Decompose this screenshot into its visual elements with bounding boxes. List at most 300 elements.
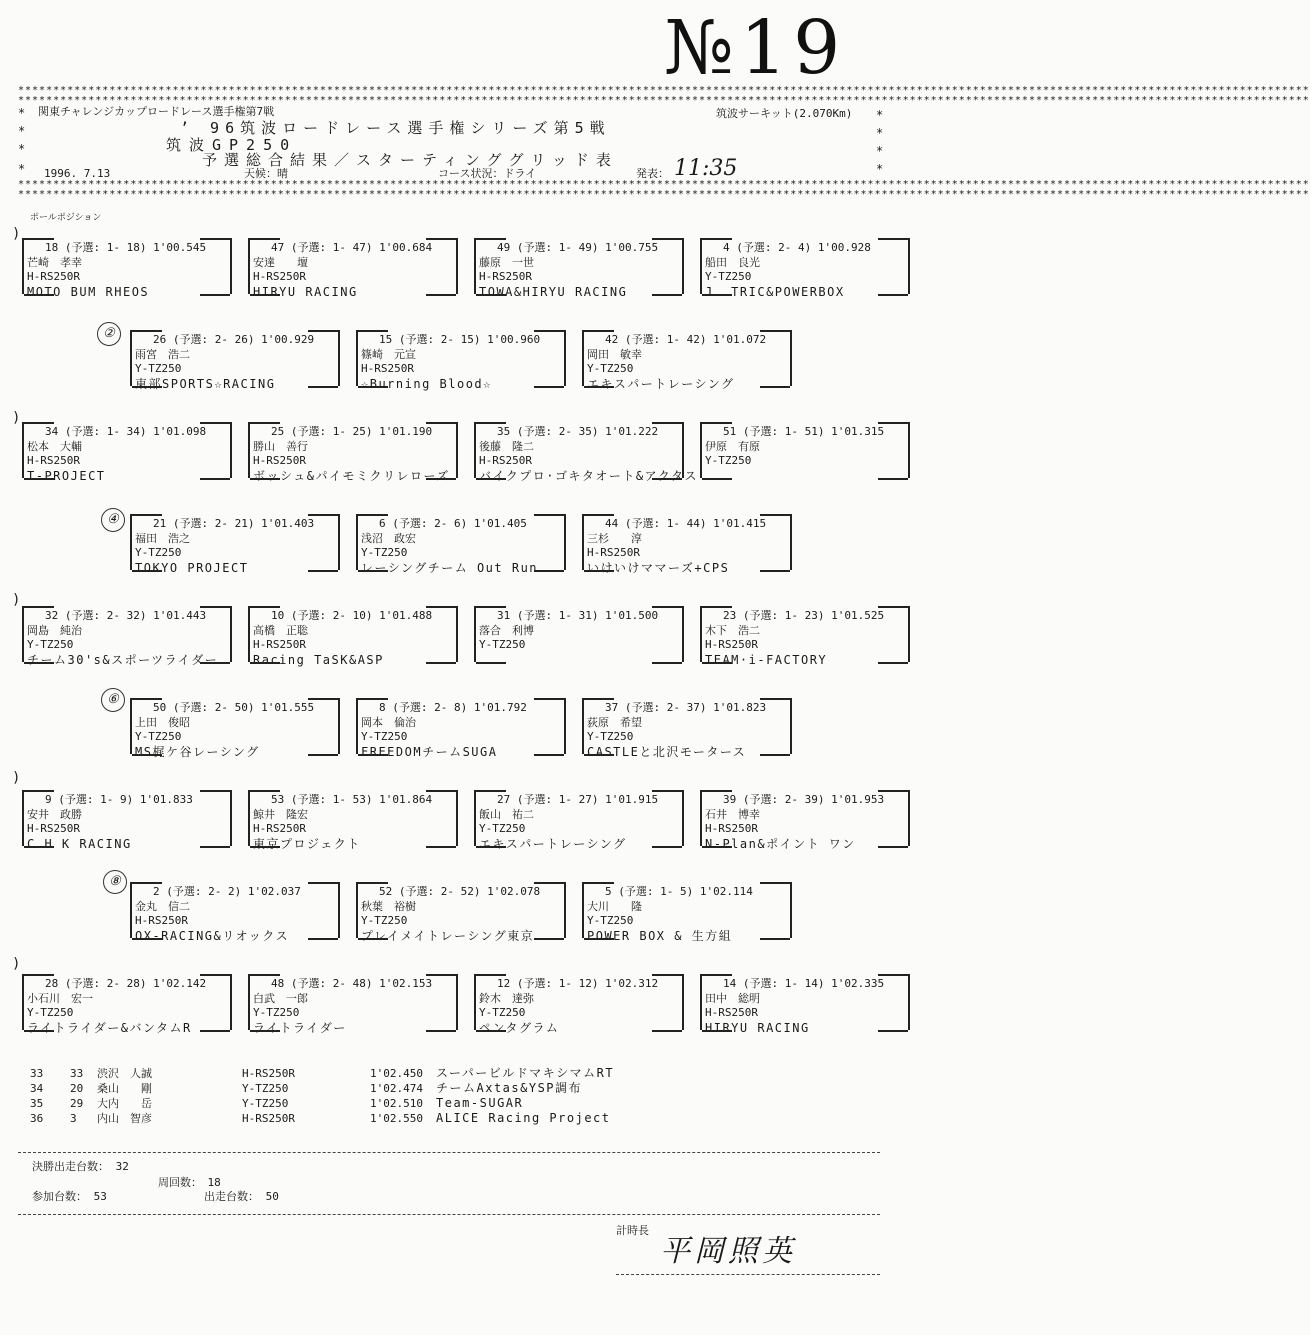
- lap-time: 1'01.915: [605, 793, 659, 806]
- rider-name: 石井 博幸: [705, 807, 760, 821]
- machine: Y-TZ250: [135, 730, 182, 743]
- lap-time: 1'01.555: [261, 701, 315, 714]
- team-name: FREEDOMチームSUGA: [361, 744, 498, 759]
- team-name: TOWA&HIRYU RACING: [479, 284, 628, 299]
- grid-card: [22, 238, 232, 299]
- reserve-rider-name: 桑山 剛: [97, 1082, 152, 1095]
- rider-name: 松本 大輔: [27, 439, 82, 453]
- team-name: TOKYO PROJECT: [135, 560, 249, 575]
- lap-time: 1'01.072: [713, 333, 767, 346]
- grid-card-header: 39 (予選: 2- 39) 1'01.953: [723, 793, 885, 806]
- qualifying-group: 予選: 2- 35: [523, 425, 592, 438]
- team-name: ライトライダー: [253, 1020, 347, 1035]
- qualifying-group: 予選: 2- 4: [742, 241, 805, 254]
- car-number: 4: [723, 241, 730, 254]
- qualifying-group: 予選: 1- 23: [749, 609, 818, 622]
- qualifying-group: 予選: 1- 44: [631, 517, 700, 530]
- car-number: 49: [497, 241, 511, 254]
- row-circle-2: ②: [97, 322, 121, 346]
- grid-card: [356, 698, 566, 759]
- timekeeper-signature: 平岡照英: [660, 1234, 796, 1269]
- qualifying-group: 予選: 1- 31: [523, 609, 592, 622]
- reserve-rider-name: 内山 智彦: [97, 1112, 152, 1125]
- qualifying-group: 予選: 2- 8: [398, 701, 461, 714]
- qualifying-group: 予選: 1- 53: [297, 793, 366, 806]
- qualifying-group: 予選: 2- 52: [405, 885, 474, 898]
- grid-card: [22, 422, 232, 483]
- machine: H-RS250R: [705, 822, 758, 835]
- car-number: 14: [723, 977, 737, 990]
- machine: H-RS250R: [587, 546, 640, 559]
- reserve-car-number: 3: [70, 1112, 77, 1125]
- team-name: 東京プロジェクト: [253, 836, 361, 851]
- car-number: 34: [45, 425, 59, 438]
- car-number: 32: [45, 609, 59, 622]
- grid-card: [582, 330, 792, 391]
- star-left-1: *: [18, 106, 26, 120]
- team-name: C H K RACING: [27, 836, 132, 851]
- team-name: ☆Burning Blood☆: [361, 376, 492, 391]
- announce-time: 11:35: [674, 156, 738, 181]
- reserve-car-number: 33: [70, 1067, 84, 1080]
- team-name: J. TRIC&POWERBOX: [705, 284, 845, 299]
- lap-time: 1'02.312: [605, 977, 659, 990]
- event-title: ’ 96筑波ロードレース選手権シリーズ第5戦: [180, 119, 611, 137]
- grid-card-header: 8 (予選: 2- 8) 1'01.792: [379, 701, 527, 714]
- rider-name: 荻原 希望: [587, 715, 642, 729]
- grid-card-header: 23 (予選: 1- 23) 1'01.525: [723, 609, 885, 622]
- star-left-4: *: [18, 162, 26, 176]
- reserve-machine: H-RS250R: [242, 1067, 295, 1080]
- grid-card: [700, 238, 910, 299]
- lap-time: 1'01.833: [139, 793, 193, 806]
- car-number: 6: [379, 517, 386, 530]
- car-number: 47: [271, 241, 285, 254]
- qualifying-group: 予選: 2- 15: [405, 333, 474, 346]
- machine: Y-TZ250: [479, 638, 526, 651]
- rider-name: 安井 政勝: [27, 807, 82, 821]
- rider-name: 田中 総明: [705, 991, 760, 1005]
- starter-count: 出走台数： 50: [204, 1190, 279, 1203]
- lap-time: 1'01.222: [605, 425, 659, 438]
- grid-card: [700, 790, 910, 851]
- team-name: レーシングチーム Out Run: [361, 560, 539, 575]
- grid-card: [130, 514, 340, 575]
- team-name: N-Plan&ポイント ワン: [705, 836, 856, 851]
- grid-card: [474, 974, 684, 1035]
- qualifying-group: 予選: 1- 47: [297, 241, 366, 254]
- qualifying-group: 予選: 1- 27: [523, 793, 592, 806]
- qualifying-group: 予選: 1- 9: [64, 793, 127, 806]
- grid-card-header: 25 (予選: 1- 25) 1'01.190: [271, 425, 433, 438]
- grid-card: [582, 698, 792, 759]
- series-line: 関東チャレンジカップロードレース選手権第7戦: [38, 105, 275, 118]
- machine: H-RS250R: [27, 822, 80, 835]
- car-number: 2: [153, 885, 160, 898]
- machine: H-RS250R: [253, 822, 306, 835]
- row-marker: ): [12, 592, 21, 608]
- rider-name: 浅沼 政宏: [361, 531, 416, 545]
- lap-time: 1'01.823: [713, 701, 767, 714]
- grid-card: [22, 606, 232, 667]
- grid-card: [248, 238, 458, 299]
- class-name: 筑波GP250: [166, 136, 298, 154]
- grid-card-header: 52 (予選: 2- 52) 1'02.078: [379, 885, 541, 898]
- rider-name: 飯山 祐二: [479, 807, 534, 821]
- circuit-name: 筑波サーキット(2.070Km): [716, 107, 853, 120]
- grid-card: [356, 330, 566, 391]
- machine: H-RS250R: [705, 638, 758, 651]
- qualifying-group: 予選: 2- 48: [297, 977, 366, 990]
- car-number: 48: [271, 977, 285, 990]
- grid-card-header: 42 (予選: 1- 42) 1'01.072: [605, 333, 767, 346]
- qualifying-group: 予選: 2- 10: [297, 609, 366, 622]
- grid-card-header: 34 (予選: 1- 34) 1'01.098: [45, 425, 207, 438]
- lap-time: 1'01.415: [713, 517, 767, 530]
- rider-name: 福田 浩之: [135, 531, 190, 545]
- pole-position-label: ポールポジション: [30, 213, 102, 223]
- grid-card: [700, 974, 910, 1035]
- car-number: 53: [271, 793, 285, 806]
- grid-card-header: 9 (予選: 1- 9) 1'01.833: [45, 793, 193, 806]
- rider-name: 小石川 宏一: [27, 991, 93, 1005]
- lap-time: 1'01.403: [261, 517, 315, 530]
- car-number: 10: [271, 609, 285, 622]
- car-number: 39: [723, 793, 737, 806]
- grid-card: [130, 882, 340, 943]
- grid-card: [474, 422, 698, 483]
- rider-name: 金丸 信二: [135, 899, 190, 913]
- team-name: エキスパートレーシング: [479, 836, 627, 851]
- reserve-car-number: 29: [70, 1097, 84, 1110]
- qualifying-group: 予選: 1- 25: [297, 425, 366, 438]
- divider: [18, 1214, 880, 1215]
- rider-name: 大川 隆: [587, 899, 642, 913]
- star-border-bottom: ****************************************************************************************************************************************************************************************: [18, 179, 1310, 190]
- qualifying-group: 予選: 1- 12: [523, 977, 592, 990]
- qualifying-group: 予選: 1- 34: [71, 425, 140, 438]
- machine: Y-TZ250: [27, 1006, 74, 1019]
- entry-count: 参加台数： 53: [32, 1190, 107, 1203]
- team-name: 東部SPORTS☆RACING: [135, 376, 276, 391]
- car-number: 15: [379, 333, 393, 346]
- signature-line: [616, 1274, 880, 1275]
- lap-time: 1'01.792: [473, 701, 527, 714]
- machine: Y-TZ250: [135, 362, 182, 375]
- team-name: Racing TaSK&ASP: [253, 652, 384, 667]
- machine: H-RS250R: [135, 914, 188, 927]
- car-number: 25: [271, 425, 285, 438]
- team-name: CASTLEと北沢モータース: [587, 744, 747, 759]
- team-name: MOTO BUM RHEOS: [27, 284, 150, 299]
- lap-time: 1'01.500: [605, 609, 659, 622]
- team-name: MS梶ケ谷レーシング: [135, 744, 260, 759]
- qualifying-group: 予選: 2- 21: [179, 517, 248, 530]
- team-name: ペンタグラム: [479, 1020, 560, 1035]
- car-number: 8: [379, 701, 386, 714]
- star-right-1: *: [876, 108, 884, 122]
- star-right-2: *: [876, 126, 884, 140]
- grid-card: [248, 790, 458, 851]
- rider-name: 雨宮 浩二: [135, 347, 190, 361]
- qualifying-group: 予選: 2- 50: [179, 701, 248, 714]
- grid-card-header: 49 (予選: 1- 49) 1'00.755: [497, 241, 659, 254]
- document-number: №19: [664, 5, 847, 91]
- rider-name: 鯨井 隆宏: [253, 807, 308, 821]
- machine: H-RS250R: [27, 454, 80, 467]
- grid-card: [248, 606, 458, 667]
- grid-card: [582, 882, 792, 943]
- lap-time: 1'01.315: [831, 425, 885, 438]
- grid-card: [474, 606, 684, 662]
- lap-count: 周回数： 18: [158, 1176, 221, 1189]
- grid-card-header: 2 (予選: 2- 2) 1'02.037: [153, 885, 301, 898]
- lap-time: 1'00.929: [261, 333, 315, 346]
- grid-card-header: 51 (予選: 1- 51) 1'01.315: [723, 425, 885, 438]
- machine: H-RS250R: [253, 454, 306, 467]
- car-number: 28: [45, 977, 59, 990]
- car-number: 44: [605, 517, 619, 530]
- star-left-3: *: [18, 142, 26, 156]
- car-number: 35: [497, 425, 511, 438]
- row-marker: ): [12, 410, 21, 426]
- grid-card-header: 18 (予選: 1- 18) 1'00.545: [45, 241, 207, 254]
- final-starters: 決勝出走台数： 32: [32, 1160, 129, 1173]
- reserve-team: ALICE Racing Project: [436, 1111, 611, 1125]
- lap-time: 1'01.525: [831, 609, 885, 622]
- grid-card: [700, 606, 910, 667]
- team-name: T-PROJECT: [27, 468, 106, 483]
- lap-time: 1'00.684: [379, 241, 433, 254]
- grid-card-header: 6 (予選: 2- 6) 1'01.405: [379, 517, 527, 530]
- lap-time: 1'02.335: [831, 977, 885, 990]
- grid-card: [474, 238, 684, 299]
- reserve-rider-name: 渋沢 人誠: [97, 1067, 152, 1080]
- lap-time: 1'00.928: [817, 241, 871, 254]
- machine: Y-TZ250: [587, 914, 634, 927]
- grid-card-header: 26 (予選: 2- 26) 1'00.929: [153, 333, 315, 346]
- qualifying-group: 予選: 1- 14: [749, 977, 818, 990]
- grid-card-header: 15 (予選: 2- 15) 1'00.960: [379, 333, 541, 346]
- car-number: 26: [153, 333, 167, 346]
- star-left-2: *: [18, 124, 26, 138]
- lap-time: 1'01.190: [379, 425, 433, 438]
- team-name: OX-RACING&リオックス: [135, 928, 290, 943]
- car-number: 42: [605, 333, 619, 346]
- lap-time: 1'01.443: [153, 609, 207, 622]
- rider-name: 落合 利博: [479, 623, 534, 637]
- grid-card-header: 21 (予選: 2- 21) 1'01.403: [153, 517, 315, 530]
- lap-time: 1'01.953: [831, 793, 885, 806]
- qualifying-group: 予選: 2- 32: [71, 609, 140, 622]
- rider-name: 木下 浩二: [705, 623, 760, 637]
- lap-time: 1'01.098: [153, 425, 207, 438]
- row-marker: ): [12, 770, 21, 786]
- machine: H-RS250R: [253, 638, 306, 651]
- grid-card: [248, 974, 458, 1035]
- machine: Y-TZ250: [253, 1006, 300, 1019]
- machine: H-RS250R: [27, 270, 80, 283]
- machine: Y-TZ250: [587, 362, 634, 375]
- rider-name: 篠崎 元宣: [361, 347, 416, 361]
- grid-card: [474, 790, 684, 851]
- qualifying-group: 予選: 1- 18: [71, 241, 140, 254]
- grid-card-header: 50 (予選: 2- 50) 1'01.555: [153, 701, 315, 714]
- rider-name: 安達 壇: [253, 255, 308, 269]
- row-marker: ): [12, 226, 21, 242]
- rider-name: 秋葉 裕樹: [361, 899, 416, 913]
- qualifying-group: 予選: 2- 26: [179, 333, 248, 346]
- grid-card-header: 10 (予選: 2- 10) 1'01.488: [271, 609, 433, 622]
- announce-label: 発表：: [636, 167, 669, 180]
- lap-time: 1'01.488: [379, 609, 433, 622]
- machine: Y-TZ250: [479, 1006, 526, 1019]
- rider-name: 伊原 有原: [705, 439, 760, 453]
- reserve-team: スーパービルドマキシマムRT: [436, 1066, 615, 1080]
- lap-time: 1'02.078: [487, 885, 541, 898]
- grid-card-header: 53 (予選: 1- 53) 1'01.864: [271, 793, 433, 806]
- grid-card-header: 48 (予選: 2- 48) 1'02.153: [271, 977, 433, 990]
- star-border-top: ****************************************************************************************************************************************************************************************: [18, 85, 1310, 96]
- grid-card-header: 32 (予選: 2- 32) 1'01.443: [45, 609, 207, 622]
- machine: Y-TZ250: [479, 822, 526, 835]
- team-name: TEAM·i-FACTORY: [705, 652, 828, 667]
- rider-name: 芒崎 孝幸: [27, 255, 82, 269]
- grid-card-header: 14 (予選: 1- 14) 1'02.335: [723, 977, 885, 990]
- grid-card: [130, 330, 340, 391]
- qualifying-group: 予選: 1- 5: [624, 885, 687, 898]
- lap-time: 1'00.960: [487, 333, 541, 346]
- grid-card: [582, 514, 792, 575]
- row-circle-8: ⑧: [103, 870, 127, 894]
- lap-time: 1'02.153: [379, 977, 433, 990]
- rider-name: 岡本 倫治: [361, 715, 416, 729]
- grid-card-header: 37 (予選: 2- 37) 1'01.823: [605, 701, 767, 714]
- team-name: エキスパートレーシング: [587, 376, 735, 391]
- qualifying-group: 予選: 1- 49: [523, 241, 592, 254]
- team-name: POWER BOX & 生方組: [587, 928, 733, 943]
- machine: H-RS250R: [361, 362, 414, 375]
- team-name: HIRYU RACING: [253, 284, 358, 299]
- grid-card: [248, 422, 458, 483]
- reserve-lap-time: 1'02.550: [370, 1112, 423, 1125]
- rider-name: 岡島 純治: [27, 623, 82, 637]
- row-circle-4: ④: [101, 508, 125, 532]
- lap-time: 1'02.114: [699, 885, 753, 898]
- row-marker: ): [12, 956, 21, 972]
- machine: H-RS250R: [479, 270, 532, 283]
- reserve-machine: Y-TZ250: [242, 1097, 289, 1110]
- star-border-bottom-2: ****************************************************************************************************************************************************************************************: [18, 189, 1310, 200]
- team-name: チーム30's&スポーツライダー: [27, 652, 219, 667]
- grid-card: [356, 882, 566, 943]
- star-right-3: *: [876, 144, 884, 158]
- team-name: いけいけママーズ+CPS: [587, 560, 730, 575]
- car-number: 5: [605, 885, 612, 898]
- rider-name: 鈴木 達弥: [479, 991, 534, 1005]
- grid-card-header: 12 (予選: 1- 12) 1'02.312: [497, 977, 659, 990]
- reserve-machine: H-RS250R: [242, 1112, 295, 1125]
- reserve-position: 33: [30, 1067, 44, 1080]
- star-right-4: *: [876, 162, 884, 176]
- car-number: 23: [723, 609, 737, 622]
- rider-name: 白武 一郎: [253, 991, 308, 1005]
- grid-card: [22, 974, 232, 1035]
- grid-card-header: 28 (予選: 2- 28) 1'02.142: [45, 977, 207, 990]
- team-name: バイクプロ·ゴキタオート&アクタス: [479, 468, 698, 483]
- grid-card-header: 44 (予選: 1- 44) 1'01.415: [605, 517, 767, 530]
- weather: 天候：晴: [244, 167, 288, 180]
- lap-time: 1'02.142: [153, 977, 207, 990]
- car-number: 27: [497, 793, 511, 806]
- rider-name: 三杉 淳: [587, 531, 642, 545]
- reserve-lap-time: 1'02.510: [370, 1097, 423, 1110]
- reserve-team: Team-SUGAR: [436, 1096, 524, 1110]
- reserve-machine: Y-TZ250: [242, 1082, 289, 1095]
- team-name: HIRYU RACING: [705, 1020, 810, 1035]
- machine: H-RS250R: [253, 270, 306, 283]
- team-name: プレイメイトレーシング東京: [361, 928, 535, 943]
- grid-card: [356, 514, 566, 575]
- car-number: 31: [497, 609, 511, 622]
- qualifying-group: 予選: 2- 39: [749, 793, 818, 806]
- grid-card: [700, 422, 910, 478]
- grid-card-header: 31 (予選: 1- 31) 1'01.500: [497, 609, 659, 622]
- rider-name: 高橋 正聡: [253, 623, 308, 637]
- reserve-team: チームAxtas&YSP調布: [436, 1081, 583, 1095]
- car-number: 52: [379, 885, 393, 898]
- lap-time: 1'00.545: [153, 241, 207, 254]
- divider: [18, 1152, 880, 1153]
- machine: Y-TZ250: [27, 638, 74, 651]
- reserve-lap-time: 1'02.474: [370, 1082, 423, 1095]
- rider-name: 藤原 一世: [479, 255, 534, 269]
- grid-card-header: 5 (予選: 1- 5) 1'02.114: [605, 885, 753, 898]
- machine: Y-TZ250: [705, 270, 752, 283]
- rider-name: 上田 俊昭: [135, 715, 190, 729]
- machine: Y-TZ250: [361, 914, 408, 927]
- lap-time: 1'02.037: [247, 885, 301, 898]
- rider-name: 船田 良光: [705, 255, 760, 269]
- grid-card: [130, 698, 340, 759]
- timekeeper-label: 計時長: [616, 1224, 649, 1237]
- qualifying-group: 予選: 1- 51: [749, 425, 818, 438]
- grid-card-header: 4 (予選: 2- 4) 1'00.928: [723, 241, 871, 254]
- reserve-car-number: 20: [70, 1082, 84, 1095]
- machine: Y-TZ250: [587, 730, 634, 743]
- car-number: 9: [45, 793, 52, 806]
- course-status: コース状況：ドライ: [438, 167, 537, 180]
- car-number: 37: [605, 701, 619, 714]
- reserve-position: 36: [30, 1112, 44, 1125]
- car-number: 18: [45, 241, 59, 254]
- rider-name: 勝山 善行: [253, 439, 308, 453]
- date: 1996. 7.13: [44, 167, 111, 180]
- qualifying-group: 予選: 2- 6: [398, 517, 461, 530]
- machine: H-RS250R: [705, 1006, 758, 1019]
- reserve-position: 35: [30, 1097, 44, 1110]
- team-name: ボッシュ&パイモミクリレローズ: [253, 468, 450, 483]
- machine: Y-TZ250: [361, 546, 408, 559]
- grid-card-header: 35 (予選: 2- 35) 1'01.222: [497, 425, 659, 438]
- reserve-lap-time: 1'02.450: [370, 1067, 423, 1080]
- lap-time: 1'00.755: [605, 241, 659, 254]
- qualifying-group: 予選: 1- 42: [631, 333, 700, 346]
- rider-name: 後藤 隆二: [479, 439, 534, 453]
- lap-time: 1'01.864: [379, 793, 433, 806]
- grid-card-header: 47 (予選: 1- 47) 1'00.684: [271, 241, 433, 254]
- reserve-position: 34: [30, 1082, 44, 1095]
